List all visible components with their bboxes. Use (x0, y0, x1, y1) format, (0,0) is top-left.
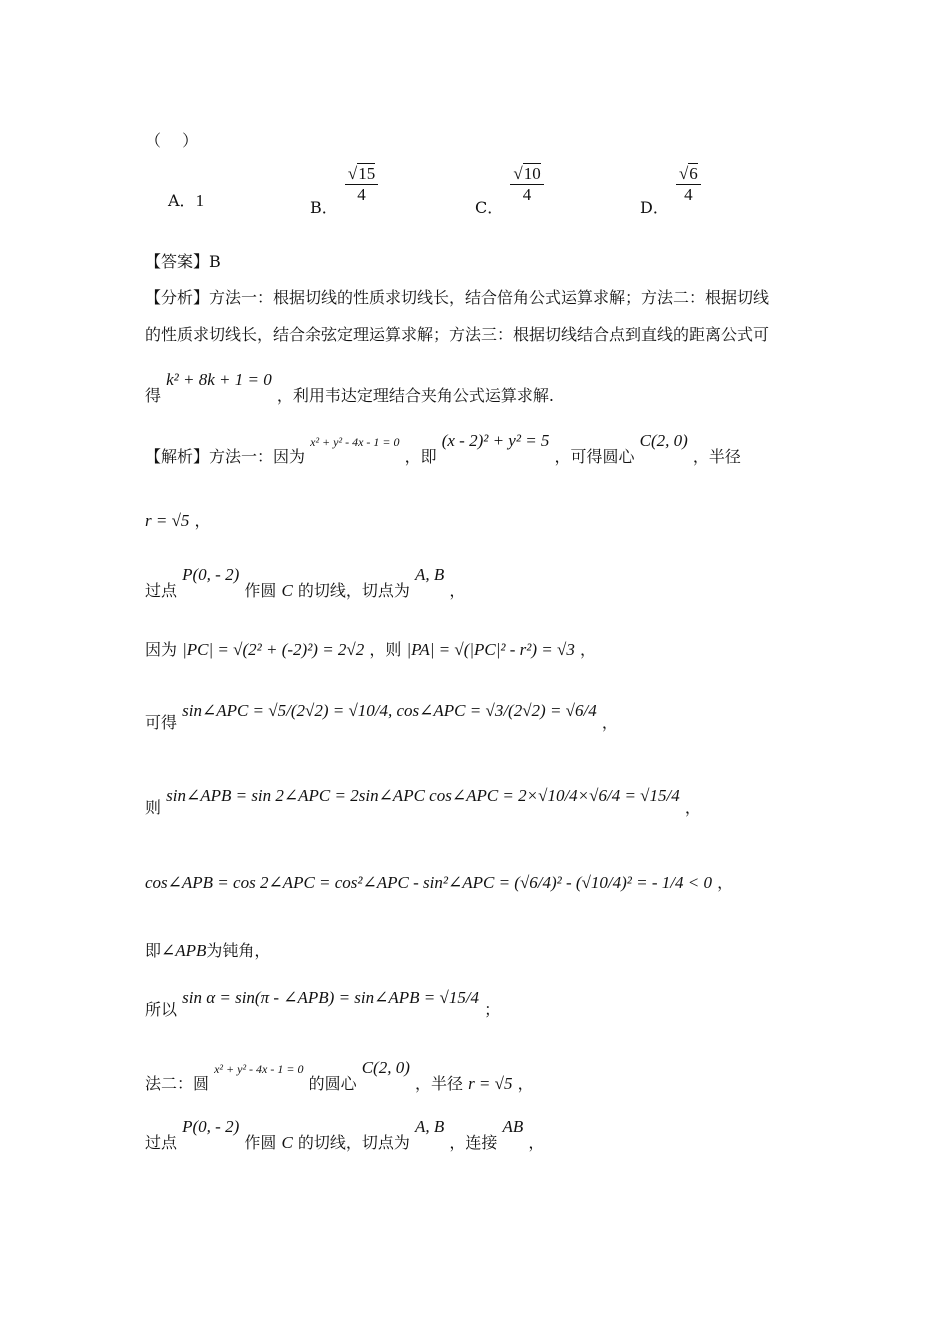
solution-l5-a: 可得 (145, 713, 178, 732)
solution-line-9 (145, 988, 501, 1020)
analysis-text-2: 的性质求切线长，结合余弦定理运算求解；方法三：根据切线结合点到直线的距离公式可 (145, 325, 770, 344)
option-b-num: 15 (358, 164, 376, 183)
option-d-num: 6 (689, 164, 698, 183)
solution-l6-end: ， (684, 798, 701, 817)
solution-l6-a: 则 (145, 798, 162, 817)
solution-line-8 (145, 938, 270, 961)
solution-l11-d: ，连接 (449, 1133, 498, 1152)
option-b-label: B． (310, 198, 338, 217)
option-a-label: A． (168, 191, 196, 210)
analysis-line-1 (145, 285, 769, 308)
solution-l11-c: 的切线，切点为 (297, 1133, 410, 1152)
analysis-label: 【分析】 (145, 288, 210, 307)
solution-l7-eq: cos∠APB = cos 2∠APC = cos²∠APC - sin²∠APC = (√6/4)² - (√10/4)² = - 1/4 < 0 (145, 873, 712, 892)
solution-l11-eq3: AB (502, 1117, 524, 1136)
solution-line-3 (145, 565, 466, 601)
solution-l3-c: 的切线，切点为 (297, 581, 410, 600)
solution-l8-eq: ∠APB (161, 941, 207, 960)
solution-l1-c: ，可得圆心 (554, 447, 635, 466)
answer-line (145, 249, 221, 272)
solution-line-5 (145, 701, 618, 733)
solution-l1-eq3: C(2, 0) (639, 431, 688, 450)
solution-label: 【解析】 (145, 447, 210, 466)
analysis-line-2 (145, 322, 769, 345)
solution-l9-eq: sin α = sin(π - ∠APB) = sin∠APB = √15/4 (182, 988, 480, 1007)
solution-l11-a: 过点 (145, 1133, 178, 1152)
solution-l1-d: ，半径 (692, 447, 741, 466)
solution-l7-end: ， (717, 873, 734, 892)
solution-l4-end: ， (579, 640, 596, 659)
solution-l4-b: ，则 (369, 640, 402, 659)
analysis-line-3 (145, 370, 554, 406)
solution-l10-eq2: C(2, 0) (361, 1058, 410, 1077)
option-d-fraction: $\frac{√6}{4}$ (676, 164, 701, 205)
option-d-den: 4 (684, 185, 693, 204)
solution-line-7 (145, 870, 733, 893)
solution-l2-end: ， (194, 511, 211, 530)
answer-value: B (209, 252, 221, 271)
answer-label: 【答案】 (145, 252, 210, 271)
solution-l3-c-var: C (281, 581, 293, 600)
solution-l11-eq1: P(0, - 2) (182, 1117, 240, 1136)
option-b (310, 164, 380, 217)
option-d (640, 164, 703, 217)
option-a (168, 188, 204, 211)
solution-l11-b: 作圆 (244, 1133, 277, 1152)
option-d-label: D． (640, 198, 669, 217)
solution-l1-b: ，即 (404, 447, 437, 466)
solution-l10-a: 法二：圆 (145, 1074, 210, 1093)
solution-l11-c-var: C (281, 1133, 293, 1152)
solution-l9-a: 所以 (145, 1000, 178, 1019)
option-c (475, 164, 546, 217)
option-c-label: C． (475, 198, 504, 217)
analysis-text-1: 方法一：根据切线的性质求切线长，结合倍角公式运算求解；方法二：根据切线 (209, 288, 770, 307)
solution-l4-a: 因为 (145, 640, 178, 659)
solution-l10-b: 的圆心 (308, 1074, 357, 1093)
solution-l3-eq2: A, B (414, 565, 445, 584)
solution-l2-eq: r = √5 (145, 511, 190, 530)
solution-l5-eq: sin∠APC = √5/(2√2) = √10/4, cos∠APC = √3/(2√2) = √6/4 (182, 701, 597, 720)
solution-l11-eq2: A, B (414, 1117, 445, 1136)
solution-line-4 (145, 637, 596, 660)
option-b-den: 4 (357, 185, 366, 204)
solution-l10-end: ， (517, 1074, 534, 1093)
solution-l1-eq2: (x - 2)² + y² = 5 (441, 431, 550, 450)
question-paren: （ ） (145, 131, 199, 150)
solution-l1-eq1: x² + y² - 4x - 1 = 0 (310, 435, 400, 449)
solution-l10-eq3: r = √5 (468, 1074, 513, 1093)
option-c-fraction: $\frac{√10}{4}$ (510, 164, 543, 205)
option-c-den: 4 (522, 185, 532, 204)
solution-l3-b: 作圆 (244, 581, 277, 600)
analysis-text-3-suffix: ，利用韦达定理结合夹角公式运算求解. (276, 386, 554, 405)
solution-l5-end: ， (601, 713, 618, 732)
solution-l10-c: ，半径 (414, 1074, 463, 1093)
solution-l4-eq2: |PA| = √(|PC|² - r²) = √3 (406, 640, 575, 659)
solution-l3-a: 过点 (145, 581, 178, 600)
solution-line-1 (145, 431, 741, 467)
solution-l10-eq1: x² + y² - 4x - 1 = 0 (214, 1062, 304, 1076)
solution-line-6 (145, 786, 701, 818)
solution-line-2 (145, 508, 211, 531)
analysis-text-3-prefix: 得 (145, 386, 162, 405)
solution-line-10 (145, 1058, 534, 1094)
solution-line-11 (145, 1117, 545, 1153)
solution-l4-eq1: |PC| = √(2² + (-2)²) = 2√2 (182, 640, 365, 659)
solution-l6-eq: sin∠APB = sin 2∠APC = 2sin∠APC cos∠APC = 2×√10/4×√6/4 = √15/4 (166, 786, 680, 805)
solution-l8-a: 即 (145, 941, 162, 960)
solution-l9-end: ； (484, 1000, 501, 1019)
analysis-equation: k² + 8k + 1 = 0 (166, 370, 272, 389)
option-b-fraction: $\frac{√15}{4}$ (345, 164, 378, 205)
solution-l1-a: 方法一：因为 (209, 447, 306, 466)
solution-l11-end: ， (528, 1133, 545, 1152)
option-a-value: 1 (195, 191, 205, 210)
solution-l8-b: 为钝角， (206, 941, 271, 960)
solution-l3-end: ， (449, 581, 466, 600)
solution-l3-eq1: P(0, - 2) (182, 565, 240, 584)
option-c-num: 10 (523, 164, 541, 183)
